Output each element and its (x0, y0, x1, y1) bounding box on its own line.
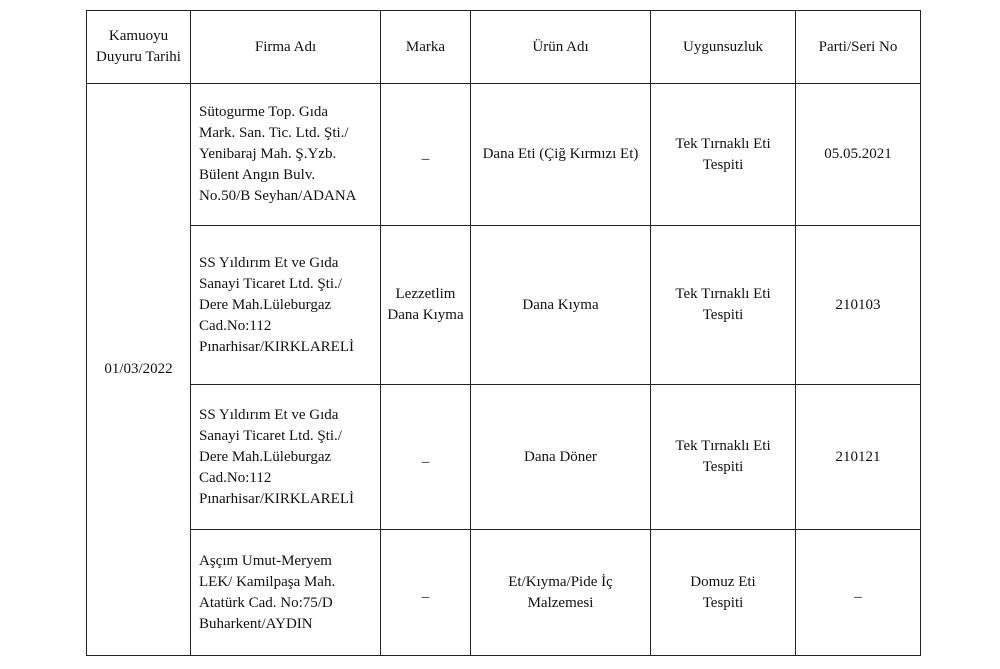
batch-cell: 210121 (796, 385, 921, 530)
brand-cell: _ (381, 530, 471, 656)
nonconformity-cell: Tek Tırnaklı Eti Tespiti (651, 385, 796, 530)
brand-cell: Lezzetlim Dana Kıyma (381, 226, 471, 385)
nonconformity-cell: Tek Tırnaklı Eti Tespiti (651, 84, 796, 226)
firm-cell: Aşçım Umut-Meryem LEK/ Kamilpaşa Mah. Atatürk Cad. No:75/D Buharkent/AYDIN (191, 530, 381, 656)
firm-cell: Sütogurme Top. Gıda Mark. San. Tic. Ltd. Şti./ Yenibaraj Mah. Ş.Yzb. Bülent Angın Bulv. No.50/B Seyhan/ADANA (191, 84, 381, 226)
header-firm: Firma Adı (191, 11, 381, 84)
product-cell: Dana Döner (471, 385, 651, 530)
header-batch: Parti/Seri No (796, 11, 921, 84)
nonconformity-cell: Tek Tırnaklı Eti Tespiti (651, 226, 796, 385)
header-date: Kamuoyu Duyuru Tarihi (87, 11, 191, 84)
batch-cell: 05.05.2021 (796, 84, 921, 226)
nonconformity-cell: Domuz Eti Tespiti (651, 530, 796, 656)
header-brand: Marka (381, 11, 471, 84)
product-cell: Dana Eti (Çiğ Kırmızı Et) (471, 84, 651, 226)
announcement-date: 01/03/2022 (87, 84, 191, 656)
product-cell: Dana Kıyma (471, 226, 651, 385)
brand-cell: _ (381, 385, 471, 530)
firm-cell: SS Yıldırım Et ve Gıda Sanayi Ticaret Ltd. Şti./ Dere Mah.Lüleburgaz Cad.No:112 Pınarhisar/KIRKLARELİ (191, 226, 381, 385)
header-row (87, 11, 921, 84)
header-nonconformity: Uygunsuzluk (651, 11, 796, 84)
header-product: Ürün Adı (471, 11, 651, 84)
table-row (87, 385, 921, 530)
table-row (87, 226, 921, 385)
firm-cell: SS Yıldırım Et ve Gıda Sanayi Ticaret Ltd. Şti./ Dere Mah.Lüleburgaz Cad.No:112 Pınarhisar/KIRKLARELİ (191, 385, 381, 530)
table-row (87, 530, 921, 656)
recall-table (86, 10, 921, 656)
product-cell: Et/Kıyma/Pide İç Malzemesi (471, 530, 651, 656)
table-row (87, 84, 921, 226)
brand-cell: _ (381, 84, 471, 226)
batch-cell: 210103 (796, 226, 921, 385)
batch-cell: _ (796, 530, 921, 656)
